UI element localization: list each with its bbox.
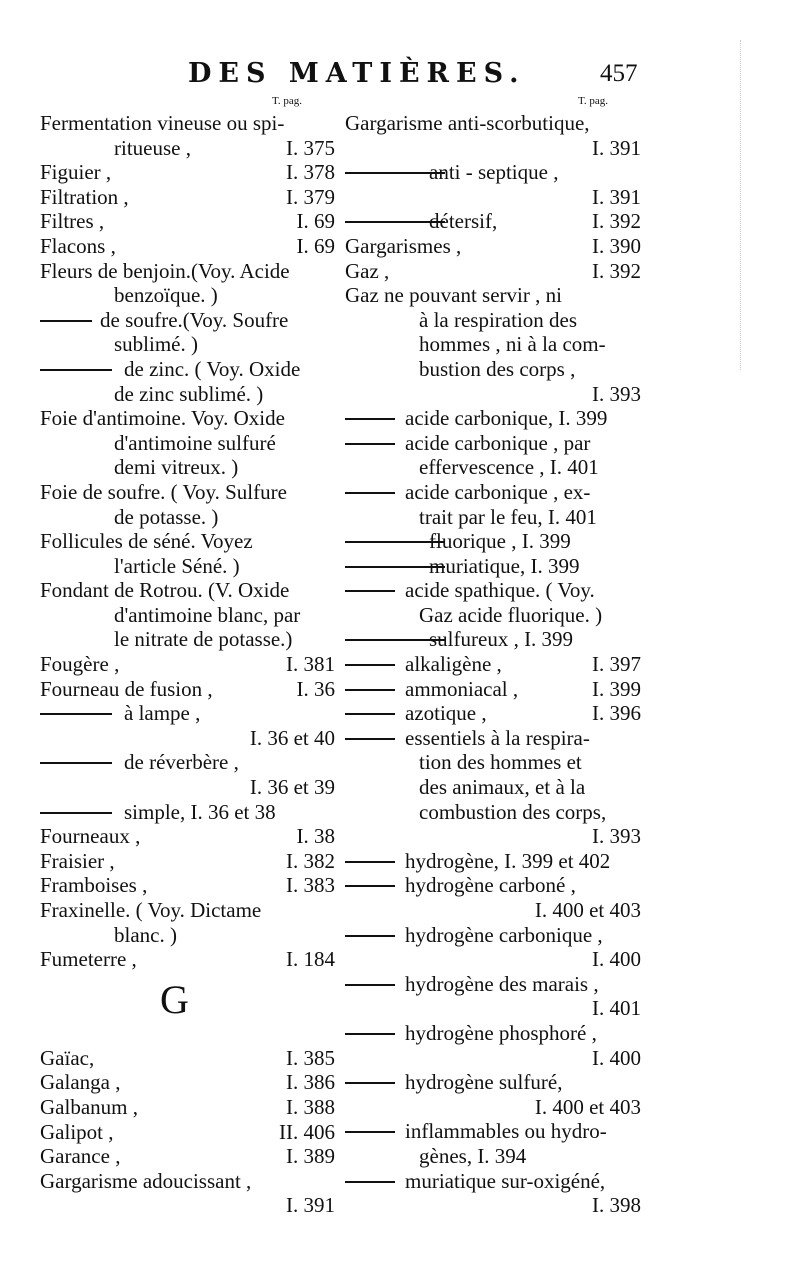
- entry-text: d'antimoine blanc, par: [114, 602, 301, 627]
- entry-text: azotique ,: [405, 701, 487, 726]
- index-entry: [40, 283, 335, 308]
- index-entry: [345, 677, 641, 702]
- index-entry: [40, 505, 335, 530]
- index-entry: [345, 800, 641, 825]
- entry-text: effervescence , I. 401: [419, 455, 599, 480]
- index-entry: [345, 603, 641, 628]
- entry-text: hydrogène carbonique ,: [405, 922, 603, 947]
- entry-text: Garance ,: [40, 1144, 121, 1169]
- entry-text: I. 400 et 403: [534, 1094, 641, 1119]
- entry-page-ref: I. 399: [592, 676, 641, 701]
- index-entry: [345, 652, 641, 677]
- index-entry: [345, 726, 641, 751]
- index-entry: [40, 750, 335, 775]
- entry-text: muriatique, I. 399: [429, 553, 580, 578]
- entry-text: sulfureux , I. 399: [429, 627, 574, 652]
- index-entry: [40, 455, 335, 480]
- index-entry: [40, 382, 335, 407]
- entry-text: blanc. ): [114, 922, 177, 947]
- index-entry: [40, 849, 335, 874]
- index-entry: [345, 898, 641, 923]
- index-entry: [40, 1144, 335, 1169]
- index-entry: [40, 923, 335, 948]
- entry-text: alkaligène ,: [405, 652, 502, 677]
- index-entry: [40, 554, 335, 579]
- entry-text: de soufre.(Voy. Soufre: [100, 307, 289, 332]
- entry-text: le nitrate de potasse.): [114, 627, 293, 652]
- entry-text: Gargarisme anti-scorbutique,: [345, 111, 590, 135]
- index-entry: [345, 308, 641, 333]
- index-entry: [40, 136, 335, 161]
- index-entry: [345, 529, 641, 554]
- entry-text: ritueuse ,: [114, 135, 191, 160]
- entry-text: Foie d'antimoine. Voy. Oxide: [40, 406, 285, 431]
- index-entry: [40, 160, 335, 185]
- index-entry: [40, 873, 335, 898]
- margin-scan-marks: [740, 40, 759, 370]
- index-entry: [345, 259, 641, 284]
- ditto-rule: [345, 1082, 395, 1084]
- index-entry: [345, 160, 641, 185]
- ditto-rule: [345, 689, 395, 691]
- ditto-rule: [40, 320, 92, 322]
- index-entry: [345, 431, 641, 456]
- index-entry: [345, 283, 641, 308]
- index-entry: [345, 947, 641, 972]
- ditto-rule: [345, 885, 395, 887]
- entry-text: de zinc. ( Voy. Oxide: [124, 356, 301, 381]
- entry-page-ref: I. 388: [286, 1094, 335, 1119]
- entry-text: hydrogène, I. 399 et 402: [405, 848, 611, 873]
- entry-page-ref: I. 386: [286, 1070, 335, 1095]
- entry-text: Fougère ,: [40, 652, 120, 677]
- page-number: 457: [600, 60, 638, 87]
- entry-text: des animaux, et à la: [419, 775, 586, 800]
- ditto-rule: [345, 713, 395, 715]
- entry-text: Gaz ,: [345, 258, 390, 283]
- page-header: [0, 58, 800, 98]
- index-entry: [40, 578, 335, 603]
- index-entry: [345, 1144, 641, 1169]
- index-entry: [40, 332, 335, 357]
- entry-text: I. 391: [286, 1193, 335, 1218]
- entry-text: benzoïque. ): [114, 283, 218, 308]
- entry-text: Fourneaux ,: [40, 824, 141, 849]
- entry-page-ref: I. 383: [286, 873, 335, 898]
- index-entry: [40, 652, 335, 677]
- index-entry: [345, 406, 641, 431]
- index-entry: [40, 603, 335, 628]
- entry-text: I. 391: [592, 135, 641, 160]
- entry-page-ref: I. 397: [592, 652, 641, 677]
- index-entry: [345, 209, 641, 234]
- index-entry: [40, 480, 335, 505]
- index-entry: [345, 873, 641, 898]
- entry-text: de potasse. ): [114, 504, 219, 529]
- index-entry: [345, 701, 641, 726]
- index-entry: [345, 505, 641, 530]
- ditto-rule: [345, 935, 395, 937]
- entry-text: de réverbère ,: [124, 750, 239, 775]
- index-entry: [40, 209, 335, 234]
- index-entry: [345, 923, 641, 948]
- index-entry: [345, 1070, 641, 1095]
- index-entry: [40, 898, 335, 923]
- entry-page-ref: I. 382: [286, 848, 335, 873]
- index-entry: [40, 308, 335, 333]
- index-entry: [345, 382, 641, 407]
- entry-text: gènes, I. 394: [419, 1143, 527, 1168]
- ditto-rule: [40, 369, 112, 371]
- entry-text: muriatique sur-oxigéné,: [405, 1168, 606, 1193]
- index-entry: [345, 849, 641, 874]
- index-entry: [345, 996, 641, 1021]
- entry-text: combustion des corps,: [419, 799, 607, 824]
- index-entry: [40, 947, 335, 972]
- entry-page-ref: I. 184: [286, 947, 335, 972]
- column-heading: T. pag.: [578, 95, 609, 107]
- index-entry: [40, 800, 335, 825]
- index-entry: [40, 1095, 335, 1120]
- index-entry: [345, 357, 641, 382]
- entry-text: inflammables ou hydro-: [405, 1119, 607, 1144]
- ditto-rule: [40, 762, 112, 764]
- index-entry: [40, 627, 335, 652]
- index-entry: [345, 972, 641, 997]
- entry-text: Fraxinelle. ( Voy. Dictame: [40, 898, 262, 922]
- running-title: DES MATIÈRES.: [188, 58, 526, 89]
- entry-text: Galanga ,: [40, 1070, 121, 1095]
- entry-text: Filtres ,: [40, 209, 105, 234]
- ditto-rule: [345, 1033, 395, 1035]
- entry-text: Fourneau de fusion ,: [40, 676, 213, 701]
- entry-text: I. 400 et 403: [534, 898, 641, 922]
- entry-text: Fermentation vineuse ou spi-: [40, 111, 285, 135]
- index-entry: [40, 1169, 335, 1194]
- ditto-rule: [40, 713, 112, 715]
- entry-page-ref: I. 69: [296, 209, 335, 234]
- index-entry: [345, 627, 641, 652]
- entry-text: tion des hommes et: [419, 750, 582, 775]
- entry-text: Galbanum ,: [40, 1094, 138, 1119]
- entry-text: fluorique , I. 399: [429, 529, 571, 554]
- entry-text: Fleurs de benjoin.(Voy. Acide: [40, 258, 290, 283]
- index-entry: [40, 824, 335, 849]
- entry-text: sublimé. ): [114, 332, 198, 357]
- ditto-rule: [345, 664, 395, 666]
- ditto-rule: [345, 1181, 395, 1183]
- entry-text: Follicules de séné. Voyez: [40, 529, 253, 554]
- entry-text: hydrogène sulfuré,: [405, 1070, 563, 1095]
- entry-text: I. 391: [592, 184, 641, 209]
- entry-text: à la respiration des: [419, 307, 578, 332]
- index-entry: [40, 1070, 335, 1095]
- entry-text: I. 401: [592, 996, 641, 1021]
- index-entry: [345, 136, 641, 161]
- entry-text: acide carbonique, I. 399: [405, 406, 608, 431]
- entry-text: I. 398: [592, 1193, 641, 1218]
- entry-text: Fondant de Rotrou. (V. Oxide: [40, 578, 290, 603]
- index-entry: [345, 554, 641, 579]
- index-entry: [40, 185, 335, 210]
- entry-text: Gaïac,: [40, 1045, 95, 1070]
- entry-text: Gargarisme adoucissant ,: [40, 1168, 252, 1193]
- entry-text: I. 36 et 40: [249, 725, 335, 750]
- entry-text: demi vitreux. ): [114, 455, 239, 480]
- entry-text: Fumeterre ,: [40, 947, 137, 972]
- ditto-rule: [345, 590, 395, 592]
- index-column-left: [40, 95, 335, 1218]
- entry-text: I. 400: [592, 1045, 641, 1070]
- entry-page-ref: I. 375: [286, 135, 335, 160]
- index-entry: [40, 234, 335, 259]
- index-entry: [345, 1169, 641, 1194]
- entry-page-ref: I. 381: [286, 652, 335, 677]
- entry-page-ref: I. 379: [286, 184, 335, 209]
- entry-text: I. 400: [592, 947, 641, 972]
- index-entry: [345, 750, 641, 775]
- entry-page-ref: I. 69: [296, 233, 335, 258]
- index-entry: [345, 1046, 641, 1071]
- entry-text: l'article Séné. ): [114, 553, 240, 578]
- entry-text: I. 36 et 39: [249, 775, 335, 800]
- entry-text: bustion des corps ,: [419, 356, 576, 381]
- entry-text: hydrogène des marais ,: [405, 971, 599, 996]
- entry-text: Gargarismes ,: [345, 233, 462, 258]
- entry-page-ref: I. 36: [296, 676, 335, 701]
- index-entry: [40, 1193, 335, 1218]
- entry-text: d'antimoine sulfuré: [114, 430, 276, 455]
- ditto-rule: [40, 812, 112, 814]
- index-entry: [345, 455, 641, 480]
- index-entry: [40, 529, 335, 554]
- entry-page-ref: I. 38: [296, 824, 335, 849]
- entry-text: hommes , ni à la com-: [419, 332, 606, 357]
- ditto-rule: [345, 443, 395, 445]
- section-letter-text: G: [160, 976, 189, 1022]
- entry-text: I. 393: [592, 381, 641, 406]
- entry-text: Fraisier ,: [40, 848, 115, 873]
- entry-text: hydrogène phosphoré ,: [405, 1020, 597, 1045]
- entry-text: acide carbonique , ex-: [405, 479, 591, 504]
- column-heading: T. pag.: [272, 95, 303, 107]
- index-entry: [40, 406, 335, 431]
- index-entry: [345, 1095, 641, 1120]
- entry-text: Gaz acide fluorique. ): [419, 602, 603, 627]
- ditto-rule: [345, 861, 395, 863]
- entry-text: essentiels à la respira-: [405, 725, 590, 750]
- ditto-rule: [345, 418, 395, 420]
- entry-page-ref: I. 385: [286, 1045, 335, 1070]
- index-entry: [40, 1046, 335, 1071]
- entry-text: trait par le feu, I. 401: [419, 504, 597, 529]
- entry-text: Flacons ,: [40, 233, 116, 258]
- entry-text: hydrogène carboné ,: [405, 873, 576, 898]
- entry-text: acide spathique. ( Voy.: [405, 578, 595, 603]
- entry-page-ref: II. 406: [279, 1119, 335, 1144]
- index-entry: [40, 357, 335, 382]
- entry-text: de zinc sublimé. ): [114, 381, 264, 406]
- entry-text: Figuier ,: [40, 160, 112, 185]
- entry-page-ref: I. 390: [592, 233, 641, 258]
- entry-page-ref: I. 392: [592, 209, 641, 234]
- index-entry: [345, 332, 641, 357]
- entry-page-ref: I. 396: [592, 701, 641, 726]
- entry-page-ref: I. 378: [286, 160, 335, 185]
- entry-page-ref: I. 389: [286, 1144, 335, 1169]
- index-entry: [345, 578, 641, 603]
- ditto-rule: [345, 1131, 395, 1133]
- ditto-rule: [345, 984, 395, 986]
- index-entry: [345, 111, 641, 136]
- ditto-rule: [345, 492, 395, 494]
- entry-text: simple, I. 36 et 38: [124, 799, 276, 824]
- index-entry: [40, 111, 335, 136]
- index-entry: [40, 701, 335, 726]
- entry-page-ref: I. 392: [592, 258, 641, 283]
- index-entry: [40, 431, 335, 456]
- entry-text: ammoniacal ,: [405, 676, 519, 701]
- index-entry: [345, 480, 641, 505]
- index-entry: [345, 234, 641, 259]
- index-entry: [345, 1193, 641, 1218]
- index-entry: [40, 677, 335, 702]
- entry-text: anti - septique ,: [429, 160, 559, 185]
- index-entry: [345, 1119, 641, 1144]
- entry-text: Galipot ,: [40, 1119, 114, 1144]
- index-entry: [345, 824, 641, 849]
- entry-text: à lampe ,: [124, 701, 201, 726]
- entry-text: Framboises ,: [40, 873, 148, 898]
- entry-text: Gaz ne pouvant servir , ni: [345, 283, 562, 308]
- entry-text: Filtration ,: [40, 184, 129, 209]
- ditto-rule: [345, 738, 395, 740]
- entry-text: acide carbonique , par: [405, 430, 591, 455]
- entry-text: détersif,: [429, 209, 498, 234]
- index-entry: [40, 775, 335, 800]
- entry-text: I. 393: [592, 824, 641, 849]
- section-letter: [40, 972, 335, 1046]
- index-entry: [40, 726, 335, 751]
- index-entry: [40, 259, 335, 284]
- entry-text: Foie de soufre. ( Voy. Sulfure: [40, 479, 287, 504]
- index-column-right: [345, 95, 641, 1218]
- index-entry: [345, 185, 641, 210]
- index-entry: [345, 775, 641, 800]
- index-entry: [40, 1120, 335, 1145]
- index-entry: [345, 1021, 641, 1046]
